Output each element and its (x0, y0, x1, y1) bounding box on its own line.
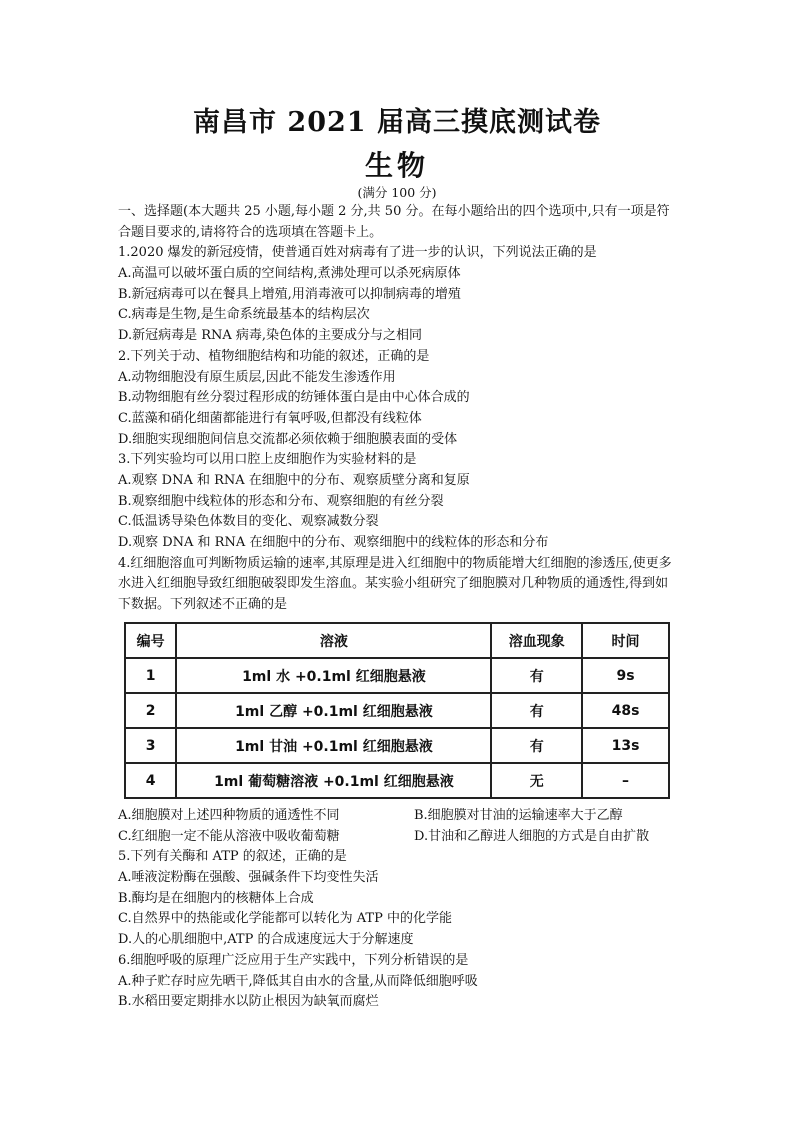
table-row (125, 728, 669, 763)
exam-title: 南昌市 2021 届高三摸底测试卷 (193, 107, 601, 138)
cell-id: 1 (125, 658, 176, 693)
cell-id: 2 (125, 693, 176, 728)
header-id: 编号 (125, 623, 176, 658)
header-solution: 溶液 (176, 623, 491, 658)
cell-hemolysis: 有 (491, 658, 582, 693)
table-row (125, 763, 669, 798)
cell-hemolysis: 有 (491, 728, 582, 763)
q1-option-d: D.新冠病毒是 RNA 病毒,染色体的主要成分与之相同 (118, 328, 423, 344)
q3-option-d: D.观察 DNA 和 RNA 在细胞中的分布、观察细胞中的线粒体的形态和分布 (118, 535, 549, 551)
q5-option-c: C.自然界中的热能或化学能都可以转化为 ATP 中的化学能 (118, 911, 452, 927)
q5-option-a: A.唾液淀粉酶在强酸、强碱条件下均变性失活 (118, 870, 379, 886)
questions-lower (118, 806, 678, 1013)
q1-option-c: C.病毒是生物,是生命系统最基本的结构层次 (118, 307, 370, 323)
q4-option-a: A.细胞膜对上述四种物质的通透性不同 (118, 808, 340, 823)
cell-solution: 1ml 葡萄糖溶液 +0.1ml 红细胞悬液 (176, 763, 491, 798)
score-note: (满分 100 分) (357, 185, 437, 200)
q3-stem: 3.下列实验均可以用口腔上皮细胞作为实验材料的是 (118, 452, 417, 468)
q1-option-a: A.高温可以破坏蛋白质的空间结构,煮沸处理可以杀死病原体 (118, 266, 461, 282)
q5-option-b: B.酶均是在细胞内的核糖体上合成 (118, 890, 314, 906)
header-hemolysis: 溶血现象 (491, 623, 582, 658)
q1-option-b: B.新冠病毒可以在餐具上增殖,用消毒液可以抑制病毒的增殖 (118, 286, 461, 302)
q3-option-c: C.低温诱导染色体数目的变化、观察减数分裂 (118, 514, 379, 530)
cell-time: 9s (582, 658, 669, 693)
q2-option-b: B.动物细胞有丝分裂过程形成的纺锤体蛋白是由中心体合成的 (118, 390, 470, 406)
q3-option-a: A.观察 DNA 和 RNA 在细胞中的分布、观察质壁分离和复原 (118, 472, 470, 488)
cell-time: – (582, 763, 669, 798)
q2-option-d: D.细胞实现细胞间信息交流都必须依赖于细胞膜表面的受体 (118, 431, 458, 447)
cell-solution: 1ml 甘油 +0.1ml 红细胞悬液 (176, 728, 491, 763)
cell-time: 48s (582, 693, 669, 728)
q4-stem: 4.红细胞溶血可判断物质运输的速率,其原理是进入红细胞中的物质能增大红细胞的渗透压,使更多水进入红细胞导致红细胞破裂即发生溶血。某实验小组研究了细胞膜对几种物质的通透性,得到如下数据。下列叙述不正确的是 (118, 555, 672, 613)
subject-title: 生物 (364, 149, 429, 182)
cell-solution: 1ml 乙醇 +0.1ml 红细胞悬液 (176, 693, 491, 728)
q5-stem: 5.下列有关酶和 ATP 的叙述，正确的是 (118, 849, 347, 865)
q4-options-row-1 (118, 806, 678, 827)
q6-option-a: A.种子贮存时应先晒干,降低其自由水的含量,从而降低细胞呼吸 (118, 973, 478, 989)
cell-time: 13s (582, 728, 669, 763)
table-row (125, 693, 669, 728)
q3-option-b: B.观察细胞中线粒体的形态和分布、观察细胞的有丝分裂 (118, 493, 444, 509)
questions-upper (118, 202, 678, 616)
cell-solution: 1ml 水 +0.1ml 红细胞悬液 (176, 658, 491, 693)
cell-hemolysis: 无 (491, 763, 582, 798)
q2-stem: 2.下列关于动、植物细胞结构和功能的叙述，正确的是 (118, 348, 430, 364)
cell-id: 3 (125, 728, 176, 763)
q4-options-row-2 (118, 827, 678, 848)
q4-option-c: C.红细胞一定不能从溶液中吸收葡萄糖 (118, 828, 340, 844)
table-row (125, 658, 669, 693)
table-header-row (125, 623, 669, 658)
q5-option-d: D.人的心肌细胞中,ATP 的合成速度远大于分解速度 (118, 932, 414, 948)
q6-option-b: B.水稻田要定期排水以防止根因为缺氧而腐烂 (118, 994, 379, 1010)
q6-stem: 6.细胞呼吸的原理广泛应用于生产实践中，下列分析错误的是 (118, 952, 469, 968)
q2-option-c: C.蓝藻和硝化细菌都能进行有氧呼吸,但都没有线粒体 (118, 410, 422, 426)
q4-option-b: B.细胞膜对甘油的运输速率大于乙醇 (414, 808, 623, 823)
section-instructions: 一、选择题(本大题共 25 小题,每小题 2 分,共 50 分。在每小题给出的四个选项中,只有一项是符合题目要求的,请将符合的选项填在答题卡上。 (118, 204, 670, 240)
header-time: 时间 (582, 623, 669, 658)
cell-hemolysis: 有 (491, 693, 582, 728)
q1-stem: 1.2020 爆发的新冠疫情，使普通百姓对病毒有了进一步的认识，下列说法正确的是 (118, 245, 597, 261)
q2-option-a: A.动物细胞没有原生质层,因此不能发生渗透作用 (118, 369, 396, 385)
q4-option-d: D.甘油和乙醇进人细胞的方式是自由扩散 (414, 828, 650, 844)
hemolysis-table (124, 622, 670, 799)
cell-id: 4 (125, 763, 176, 798)
